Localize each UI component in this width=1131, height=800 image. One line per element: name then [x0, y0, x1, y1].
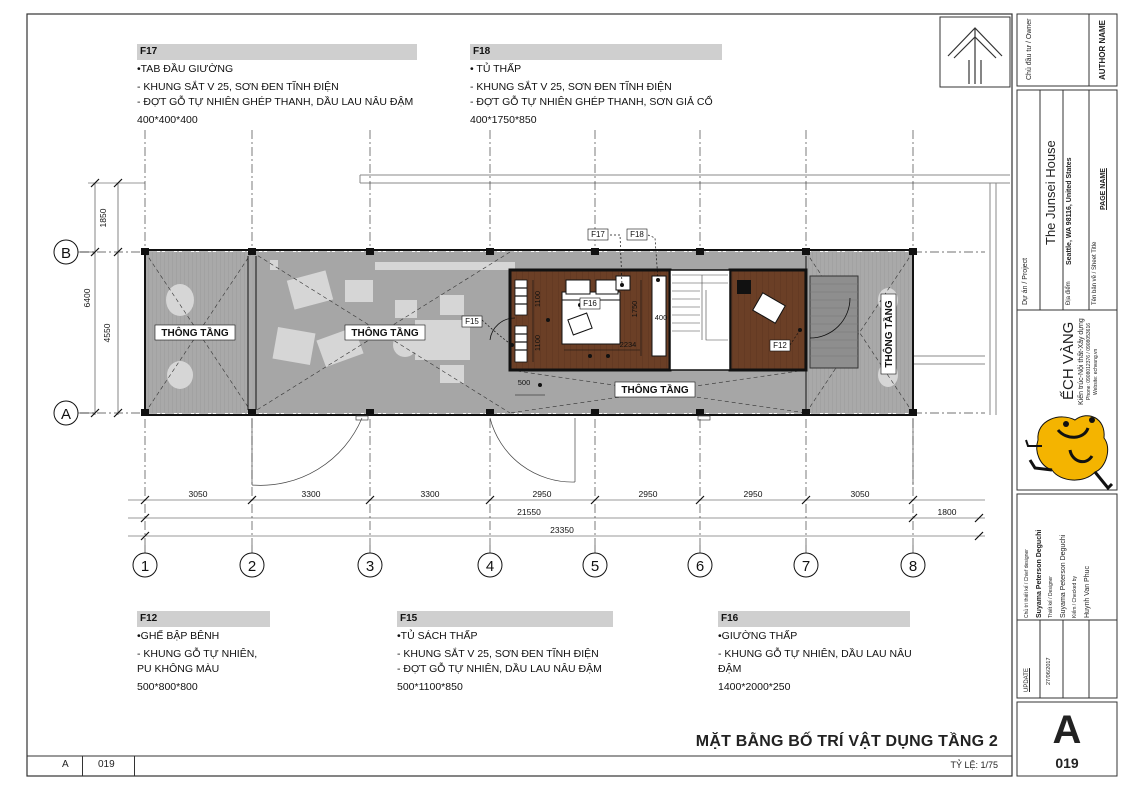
chief-label: Chủ trì thiết kế / Chief designer	[1024, 549, 1030, 618]
note-size: 400*1750*850	[470, 114, 537, 126]
tag-f17: F17	[591, 230, 605, 239]
dim-overall: 21550	[517, 507, 541, 517]
dim-span-3: 3300	[420, 489, 440, 499]
grid-label-2: 2	[247, 558, 257, 575]
dim-span-2: 3300	[301, 489, 321, 499]
void-label-center: THÔNG TẦNG	[351, 328, 419, 339]
note-line: PU KHÔNG MÀU	[137, 663, 220, 675]
dim-overhang: 1800	[937, 507, 957, 517]
void-label-right: THÔNG TẦNG	[884, 300, 895, 368]
room-dim-1750: 1750	[630, 300, 639, 318]
note-size: 500*800*800	[137, 681, 198, 693]
note-line: - KHUNG SẮT V 25, SƠN ĐEN TĨNH ĐIỆN	[397, 648, 599, 660]
note-code: F15	[397, 611, 613, 627]
update-label: UPDATE	[1024, 668, 1030, 692]
grid-label-6: 6	[695, 558, 705, 575]
room-dim-1100-b: 1100	[533, 334, 542, 352]
grid-label-5: 5	[590, 558, 600, 575]
page-name: PAGE NAME	[1100, 168, 1107, 210]
dim-span-7: 3050	[850, 489, 870, 499]
tag-f16: F16	[583, 299, 597, 308]
note-f17	[137, 44, 417, 128]
note-line: - KHUNG GỖ TỰ NHIÊN,	[137, 648, 258, 660]
dim-vertical-1850: 1850	[98, 208, 108, 228]
sheet-letter: A	[1052, 708, 1082, 752]
void-label-left: THÔNG TẦNG	[161, 328, 229, 339]
author-name: AUTHOR NAME	[1098, 20, 1107, 80]
note-line: - KHUNG SẮT V 25, SƠN ĐEN TĨNH ĐIỆN	[470, 81, 672, 93]
void-label-bottom: THÔNG TẦNG	[621, 385, 689, 396]
nightstand	[616, 276, 630, 290]
drawing-title: MẶT BẰNG BỐ TRÍ VẬT DỤNG TẦNG 2	[695, 733, 998, 750]
update-date: 27/06/2017	[1046, 657, 1052, 685]
note-line: - ĐỢT GỖ TỰ NHIÊN, DẦU LAU NÂU ĐẬM	[397, 663, 602, 675]
project-name: The Junsei House	[1043, 140, 1058, 245]
designer-label: Thiết kế / Designer	[1048, 576, 1054, 618]
note-line: ĐẬM	[718, 663, 742, 675]
location: Seattle, WA 98116, United States	[1066, 157, 1073, 265]
footer-sheet-number: 019	[98, 759, 115, 770]
room-dim-1100-a: 1100	[533, 290, 542, 308]
dim-vertical-6400: 6400	[82, 288, 92, 308]
drawing-scale: TỶ LỆ: 1/75	[950, 760, 998, 770]
note-line: - KHUNG SẮT V 25, SƠN ĐEN TĨNH ĐIỆN	[137, 81, 339, 93]
sheet-title-label: Tên bản vẽ / Sheet Title	[1092, 241, 1098, 305]
note-item: •GIƯỜNG THẤP	[718, 630, 798, 642]
grid-label-8: 8	[908, 558, 918, 575]
checked-name: Huynh Van Phuc	[1084, 565, 1091, 618]
note-code: F16	[718, 611, 910, 627]
note-f15	[397, 611, 613, 695]
note-code: F12	[137, 611, 270, 627]
grid-label-4: 4	[485, 558, 495, 575]
note-item: •TAB ĐẦU GIƯỜNG	[137, 63, 234, 75]
project-label: Dự án / Project	[1022, 257, 1029, 305]
room-dim-500: 500	[517, 378, 531, 387]
company-contact: Phone: 0908012376 / 0908053616	[1086, 322, 1092, 400]
grid-label-1: 1	[140, 558, 150, 575]
grid-label-7: 7	[801, 558, 811, 575]
company-web: Website: echvang.vn	[1093, 348, 1099, 395]
tag-f18: F18	[630, 230, 644, 239]
designer-name: Suyama Peterson Deguchi	[1060, 534, 1067, 618]
note-line: - KHUNG GỖ TỰ NHIÊN, DẦU LAU NÂU	[718, 648, 912, 660]
dim-span-6: 2950	[743, 489, 763, 499]
note-line: - ĐỢT GỖ TỰ NHIÊN GHÉP THANH, SƠN GIẢ CỔ	[470, 96, 713, 108]
footer-sheet-letter: A	[62, 759, 69, 770]
note-f12	[137, 611, 270, 695]
chief-name: Suyama Peterson Deguchi	[1036, 529, 1043, 618]
dim-total: 23350	[550, 525, 574, 535]
tag-f15: F15	[465, 317, 479, 326]
note-item: •GHẾ BẬP BÊNH	[137, 630, 220, 642]
balcony	[810, 276, 858, 368]
note-size: 1400*2000*250	[718, 681, 791, 693]
dim-span-1: 3050	[188, 489, 208, 499]
note-code: F17	[137, 44, 417, 60]
owner-label: Chủ đầu tư / Owner	[1026, 18, 1033, 80]
note-item: • TỦ THẤP	[470, 63, 522, 75]
company-name: ẾCH VÀNG	[1060, 321, 1077, 400]
note-line: - ĐỢT GỖ TỰ NHIÊN GHÉP THANH, DẦU LAU NÂU ĐẬM	[137, 96, 414, 108]
checked-label: Kiểm / Checked by	[1072, 576, 1078, 618]
ground-doors	[252, 416, 913, 485]
note-f16	[718, 611, 910, 695]
room-dim-400: 400	[654, 313, 668, 322]
note-code: F18	[470, 44, 722, 60]
dim-span-4: 2950	[532, 489, 552, 499]
company-sub: Kiến trúc-Nội thất-Xây dựng	[1078, 318, 1085, 405]
tag-f12: F12	[773, 341, 787, 350]
sheet-number: 019	[1055, 755, 1079, 771]
grid-label-b: B	[60, 245, 72, 262]
room-dim-2234: 2234	[619, 340, 637, 349]
dim-vertical-4550: 4550	[102, 323, 112, 343]
note-size: 500*1100*850	[397, 681, 463, 693]
grid-label-3: 3	[365, 558, 375, 575]
note-item: •TỦ SÁCH THẤP	[397, 630, 478, 642]
note-f18	[470, 44, 722, 128]
stair-area	[670, 270, 730, 370]
lamp	[737, 280, 751, 294]
note-size: 400*400*400	[137, 114, 198, 126]
footer-frame	[27, 756, 1012, 776]
dim-span-5: 2950	[638, 489, 658, 499]
grid-label-a: A	[60, 406, 72, 423]
location-label: Địa điểm	[1066, 281, 1072, 305]
